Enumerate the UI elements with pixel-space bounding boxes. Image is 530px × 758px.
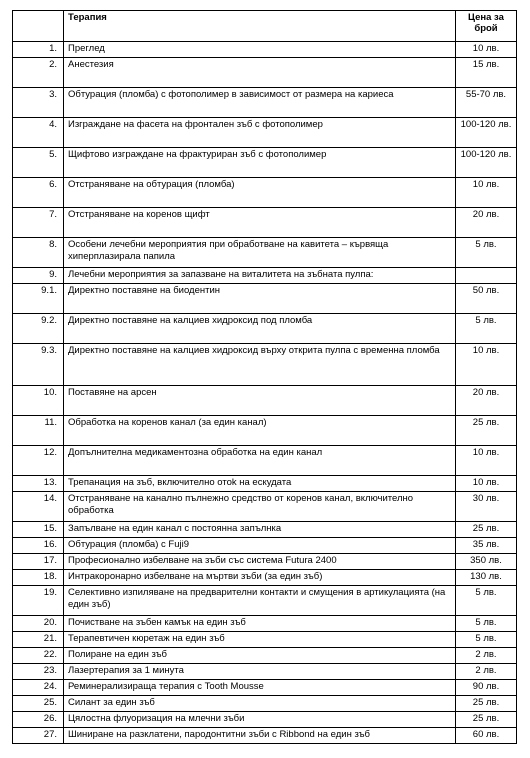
table-row — [13, 386, 517, 416]
row-number: 24. — [13, 680, 64, 696]
row-price: 5 лв. — [456, 586, 517, 616]
table-row — [13, 664, 517, 680]
row-number: 11. — [13, 416, 64, 446]
row-number: 9.3. — [13, 344, 64, 386]
row-price: 25 лв. — [456, 522, 517, 538]
row-number: 7. — [13, 208, 64, 238]
row-therapy: Отстраняване на обтурация (пломба) — [64, 178, 456, 208]
row-number: 13. — [13, 476, 64, 492]
row-number: 19. — [13, 586, 64, 616]
row-price: 2 лв. — [456, 664, 517, 680]
table-row — [13, 118, 517, 148]
table-row — [13, 570, 517, 586]
row-therapy: Обтурация (пломба) с Fuji9 — [64, 538, 456, 554]
header-therapy: Терапия — [64, 11, 456, 42]
row-price: 10 лв. — [456, 42, 517, 58]
table-row — [13, 284, 517, 314]
row-price: 5 лв. — [456, 616, 517, 632]
table-row — [13, 728, 517, 744]
row-therapy: Терапевтичен кюретаж на един зъб — [64, 632, 456, 648]
row-price: 5 лв. — [456, 632, 517, 648]
table-row — [13, 492, 517, 522]
row-number: 22. — [13, 648, 64, 664]
row-price: 10 лв. — [456, 344, 517, 386]
row-price: 25 лв. — [456, 416, 517, 446]
header-number-cell — [13, 11, 64, 42]
row-price: 20 лв. — [456, 208, 517, 238]
table-row — [13, 680, 517, 696]
price-list — [12, 10, 517, 744]
row-price: 100-120 лв. — [456, 118, 517, 148]
row-therapy: Директно поставяне на калциев хидроксид върху открита пулпа с временна пломба — [64, 344, 456, 386]
row-price: 25 лв. — [456, 712, 517, 728]
row-therapy: Директно поставяне на биодентин — [64, 284, 456, 314]
row-therapy: Лазертерапия за 1 минута — [64, 664, 456, 680]
row-therapy: Особени лечебни мероприятия при обработване на кавитета – кървяща хиперплазирала папила — [64, 238, 456, 268]
row-price: 30 лв. — [456, 492, 517, 522]
table-row — [13, 416, 517, 446]
row-number: 2. — [13, 58, 64, 88]
row-price: 25 лв. — [456, 696, 517, 712]
row-price: 130 лв. — [456, 570, 517, 586]
header-price: Цена за брой — [456, 11, 517, 42]
row-number: 15. — [13, 522, 64, 538]
row-therapy: Поставяне на арсен — [64, 386, 456, 416]
row-therapy: Полиране на един зъб — [64, 648, 456, 664]
row-therapy: Директно поставяне на калциев хидроксид под пломба — [64, 314, 456, 344]
table-row — [13, 446, 517, 476]
row-price: 55-70 лв. — [456, 88, 517, 118]
table-row — [13, 648, 517, 664]
table-row — [13, 178, 517, 208]
row-price: 90 лв. — [456, 680, 517, 696]
table-row — [13, 616, 517, 632]
row-number: 3. — [13, 88, 64, 118]
row-therapy: Щифтово изграждане на фрактуриран зъб с фотополимер — [64, 148, 456, 178]
row-price: 50 лв. — [456, 284, 517, 314]
row-price: 10 лв. — [456, 446, 517, 476]
row-number: 20. — [13, 616, 64, 632]
row-number: 9.2. — [13, 314, 64, 344]
table-row — [13, 712, 517, 728]
row-number: 9. — [13, 268, 64, 284]
table-header-row — [13, 11, 517, 42]
table-row — [13, 586, 517, 616]
table-row — [13, 88, 517, 118]
table-row — [13, 696, 517, 712]
row-price — [456, 268, 517, 284]
table-body — [13, 42, 517, 744]
row-therapy: Почистване на зъбен камък на един зъб — [64, 616, 456, 632]
row-therapy: Реминерализираща терапия с Tooth Mousse — [64, 680, 456, 696]
row-therapy: Интракоронарно избелване на мъртви зъби (за един зъб) — [64, 570, 456, 586]
row-therapy: Обработка на коренов канал (за един канал) — [64, 416, 456, 446]
row-therapy: Цялостна флуоризация на млечни зъби — [64, 712, 456, 728]
row-price: 60 лв. — [456, 728, 517, 744]
table-row — [13, 554, 517, 570]
row-number: 6. — [13, 178, 64, 208]
row-therapy: Анестезия — [64, 58, 456, 88]
table-row — [13, 58, 517, 88]
row-therapy: Преглед — [64, 42, 456, 58]
row-number: 21. — [13, 632, 64, 648]
price-table — [12, 10, 517, 744]
row-price: 350 лв. — [456, 554, 517, 570]
row-price: 2 лв. — [456, 648, 517, 664]
row-price: 35 лв. — [456, 538, 517, 554]
row-number: 17. — [13, 554, 64, 570]
table-row — [13, 148, 517, 178]
row-therapy: Трепанация на зъб, включително отоk на ескудата — [64, 476, 456, 492]
table-row — [13, 522, 517, 538]
row-number: 16. — [13, 538, 64, 554]
row-number: 14. — [13, 492, 64, 522]
row-therapy: Отстраняване на канално пълнежно средство от коренов канал, включително обработка — [64, 492, 456, 522]
table-row — [13, 632, 517, 648]
row-price: 10 лв. — [456, 178, 517, 208]
row-number: 23. — [13, 664, 64, 680]
table-row — [13, 238, 517, 268]
table-row — [13, 538, 517, 554]
row-number: 12. — [13, 446, 64, 476]
row-number: 9.1. — [13, 284, 64, 314]
table-row — [13, 476, 517, 492]
row-therapy: Силант за един зъб — [64, 696, 456, 712]
row-therapy: Лечебни мероприятия за запазване на виталитета на зъбната пулпа: — [64, 268, 456, 284]
table-row — [13, 344, 517, 386]
row-price: 5 лв. — [456, 314, 517, 344]
row-number: 4. — [13, 118, 64, 148]
row-number: 5. — [13, 148, 64, 178]
row-therapy: Запълване на един канал с постоянна запълнка — [64, 522, 456, 538]
row-price: 15 лв. — [456, 58, 517, 88]
table-row — [13, 42, 517, 58]
table-row — [13, 268, 517, 284]
row-number: 25. — [13, 696, 64, 712]
row-therapy: Отстраняване на коренов щифт — [64, 208, 456, 238]
row-number: 8. — [13, 238, 64, 268]
row-therapy: Шиниране на разклатени, пародонтитни зъби с Ribbond на един зъб — [64, 728, 456, 744]
row-therapy: Професионално избелване на зъби със система Futura 2400 — [64, 554, 456, 570]
row-therapy: Допълнителна медикаментозна обработка на един канал — [64, 446, 456, 476]
table-row — [13, 208, 517, 238]
row-number: 26. — [13, 712, 64, 728]
row-number: 1. — [13, 42, 64, 58]
row-price: 100-120 лв. — [456, 148, 517, 178]
row-number: 18. — [13, 570, 64, 586]
row-therapy: Изграждане на фасета на фронтален зъб с фотополимер — [64, 118, 456, 148]
row-price: 5 лв. — [456, 238, 517, 268]
table-row — [13, 314, 517, 344]
row-therapy: Селективно изпиляване на предварителни контакти и смущения в артикулацията (на един зъб) — [64, 586, 456, 616]
row-price: 20 лв. — [456, 386, 517, 416]
row-number: 10. — [13, 386, 64, 416]
row-price: 10 лв. — [456, 476, 517, 492]
row-therapy: Обтурация (пломба) с фотополимер в зависимост от размера на кариеса — [64, 88, 456, 118]
row-number: 27. — [13, 728, 64, 744]
